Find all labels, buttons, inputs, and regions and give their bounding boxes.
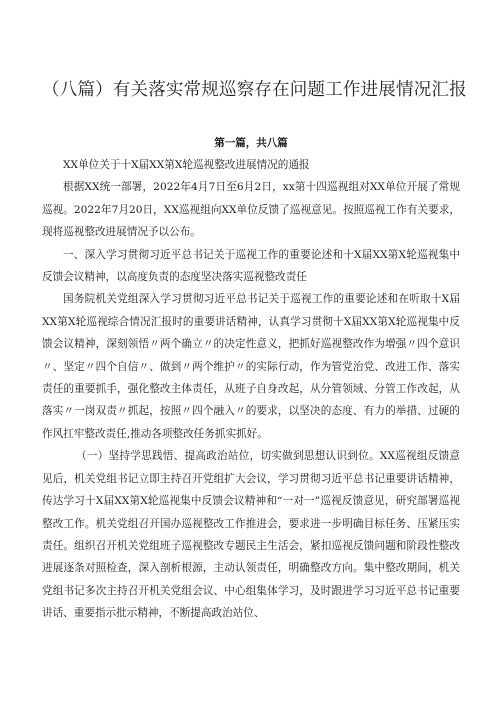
- body-paragraph: （一）坚持学思践悟、提高政治站位，切实做到思想认识到位。XX巡视组反馈意见后，机关党组书记立即主持召开党组扩大会议，学习贯彻习近平总书记重要讲话精神，传达学习十X届XX第X轮巡视集中反馈会议精神和“一对一”巡视反馈意见，研究部署巡视整改工作。机关党组召开国办巡视整改工作推进会，要求进一步明确目标任务、压紧压实责任。组织召开机关党组班子巡视整改专题民主生活会，紧扣巡视反馈问题和阶段性整改进展逐条对照检查，深入剖析根源，主动认领责任，明确整改方向。集中整改期间，机关党组书记多次主持召开机关党组会议、中心组集体学习，及时跟进学习习近平总书记重要讲话、重要指示批示精神，不断提高政治站位、: [42, 450, 460, 620]
- document-title: （八篇）有关落实常规巡察存在问题工作进展情况汇报: [42, 80, 467, 100]
- section-heading: 一、深入学习贯彻习近平总书记关于巡视工作的重要论述和十X届XX第X轮巡视集中反馈会议精神，以高度负责的态度坚决落实巡视整改责任: [42, 248, 460, 284]
- body-paragraph: 国务院机关党组深入学习贯彻习近平总书记关于巡视工作的重要论述和在听取十X届XX第X轮巡视综合情况汇报时的重要讲话精神，认真学习贯彻十X届XX第X轮巡视集中反馈会议精神，深刻领悟〃两个确立〃的决定性意义，把抓好巡视整改作为增强〃四个意识〃、坚定〃四个自信〃、做到〃两个维护〃的实际行动，作为管党治党、改进工作、落实责任的重要抓手，强化整改主体责任，从班子自身改起，从分管领域、分管工作改起，从落实〃一岗双责〃抓起，按照〃四个融入〃的要求，以坚决的态度、有力的举措、过硬的作风扛牢整改责任,推动各项整改任务抓实抓好。: [42, 293, 460, 440]
- notice-heading: XX单位关于十X届XX第X轮巡视整改进展情况的通报: [63, 159, 310, 171]
- body-paragraph: 根据XX统一部署，2022年4月7日至6月2日，xx第十四巡视组对XX单位开展了常规巡视。2022年7月20日，XX巡视组向XX单位反馈了巡视意见。按照巡视工作有关要求，现将巡视整改进展情况予以公布。: [42, 181, 460, 239]
- document-body: [42, 154, 460, 625]
- section-subtitle: 第一篇，共八篇: [214, 137, 288, 149]
